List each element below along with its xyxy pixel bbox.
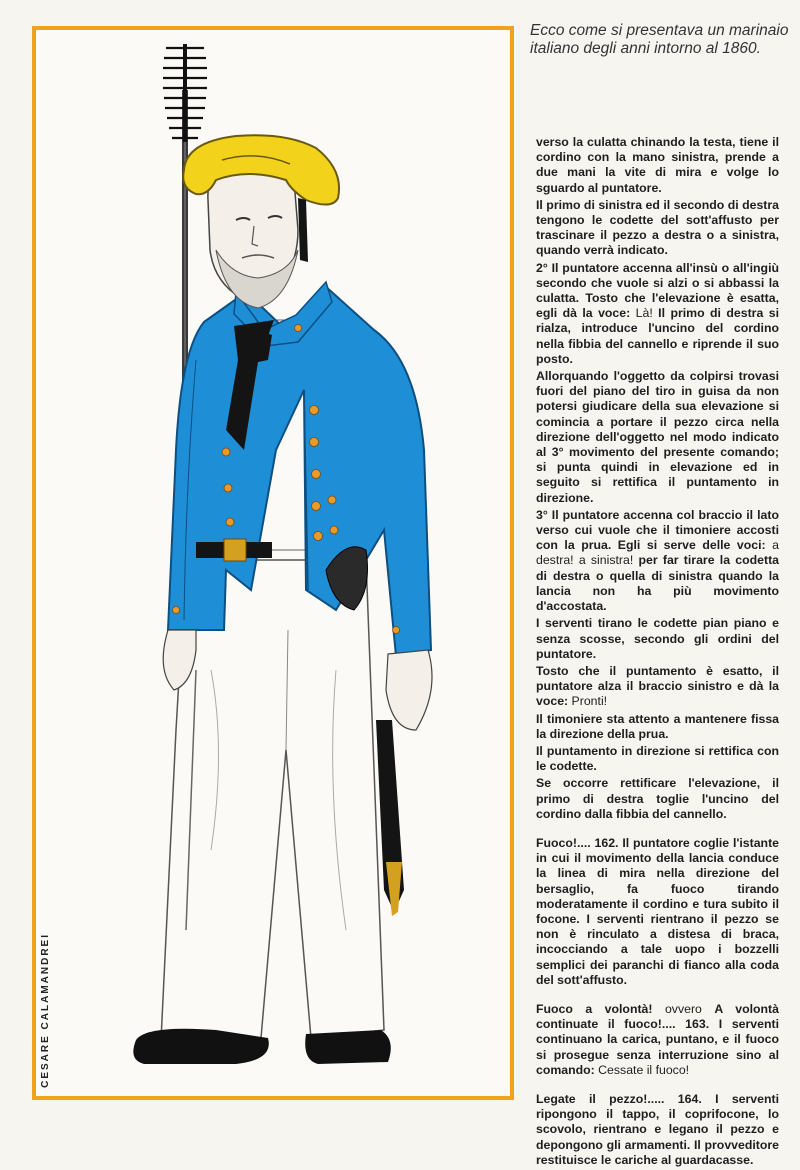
text-run: A volontà continuate il fuoco!.... 163. I serventi continuano la carica, puntano, e il fuoco si prosegue senza interruzione sino al comando: [536,1001,779,1077]
text-column [536,135,779,1170]
text-run: Il puntamento in direzione si rettifica con le codette. [536,743,779,774]
text-run: I serventi tirano le codette pian piano e senza scosse, secondo gli ordini del puntatore. [536,616,779,661]
text-run: Legate il pezzo!..... 164. I serventi ripongono il tappo, il coprifocone, lo scovolo, rientrano e legano il pezzo e depongono gli armamenti. Il provveditore restituisce le cariche al guardacasse. [536,1091,779,1167]
text-run: Il timoniere sta attento a mantenere fissa la direzione della prua. [536,711,779,741]
text-run: a destra! a sinistra! [536,538,779,568]
belt-buckle [224,539,246,561]
illustration-caption: Ecco come si presentava un marinaio italiano degli anni intorno al 1860. [530,22,789,57]
text-run: 3° Il puntatore accenna col braccio il lato verso cui vuole che il timoniere accosti con la prua. Egli si serve delle voci: [536,507,779,553]
text-run: 2° Il puntatore accenna all'insù o all'ingiù secondo che vuole si alzi o si abbassi la culatta. Tosto che l'elevazione è esatta, egli dà la voce: [536,260,779,321]
right-hand [386,650,432,730]
body-paragraph [536,508,779,614]
text-run: ovvero [652,1001,715,1016]
body-paragraph [536,712,779,742]
text-run: Il primo di destra si rialza, introduce l'uncino del cordino nella fibbia del cannello e riprende il suo posto. [536,306,779,366]
text-run: per far tirare la codetta di destra o quella di sinistra quando la lancia non ha più movimento d'accostata. [536,553,779,614]
brush-head [163,44,207,142]
hat-ribbon [298,198,308,262]
body-paragraph [536,836,779,988]
illustration-frame [32,26,514,1100]
text-run: Cessate il fuoco! [598,1062,690,1077]
illustrator-credit: CESARE CALAMANDREI [40,933,51,1088]
body-paragraph [536,198,779,259]
text-run: Fuoco a volontà! [536,1001,653,1016]
text-run: Allorquando l'oggetto da colpirsi trovasi fuori del piano del tiro in guisa da non potersi giudicare della sua elevazione si comincia a portare il pezzo circa nella direzione dell'oggetto nel modo indicato al 3° movimento del presente comando; si punta quindi in elevazione ed in seguito si rettifica il puntamento in direzione. [536,369,779,505]
text-run: Fuoco!.... 162. Il puntatore coglie l'istante in cui il movimento della lancia conduce la linea di mira nella direzione del bersaglio, fa fuoco tirando moderatamente il cordino e tura subito il focone. I serventi rientrano il pezzo se non è rinculato a distesa di braca, incocciando a tale uopo i bozzelli semplici dei paranchi di fianco alla coda del sott'affusto. [536,835,779,987]
text-run: verso la culatta chinando la testa, tiene il cordino con la mano sinistra, prende a due mani la vite di mira e volge lo sguardo al puntatore. [536,135,779,195]
body-paragraph [536,616,779,662]
text-run: Se occorre rettificare l'elevazione, il primo di destra toglie l'uncino del cordino dalla fibbia del cannello. [536,776,779,821]
right-shoe [305,1030,391,1064]
text-run: Pronti! [571,694,608,709]
text-run: Il primo di sinistra ed il secondo di destra tengono le codette del sott'affusto per trascinare il pezzo a destra o a sinistra, quando verrà indicato. [536,197,779,258]
body-paragraph [536,776,779,822]
body-paragraph [536,744,779,774]
body-paragraph [536,135,779,196]
body-paragraph [536,1092,779,1168]
body-paragraph [536,664,779,710]
text-run: Là! [635,306,653,321]
body-paragraph [536,369,779,506]
text-run: Tosto che il puntamento è esatto, il puntatore alza il braccio sinistro e dà la voce: [536,663,779,709]
body-paragraph [536,261,779,367]
sailor-illustration [36,30,510,1096]
body-paragraph [536,1002,779,1078]
